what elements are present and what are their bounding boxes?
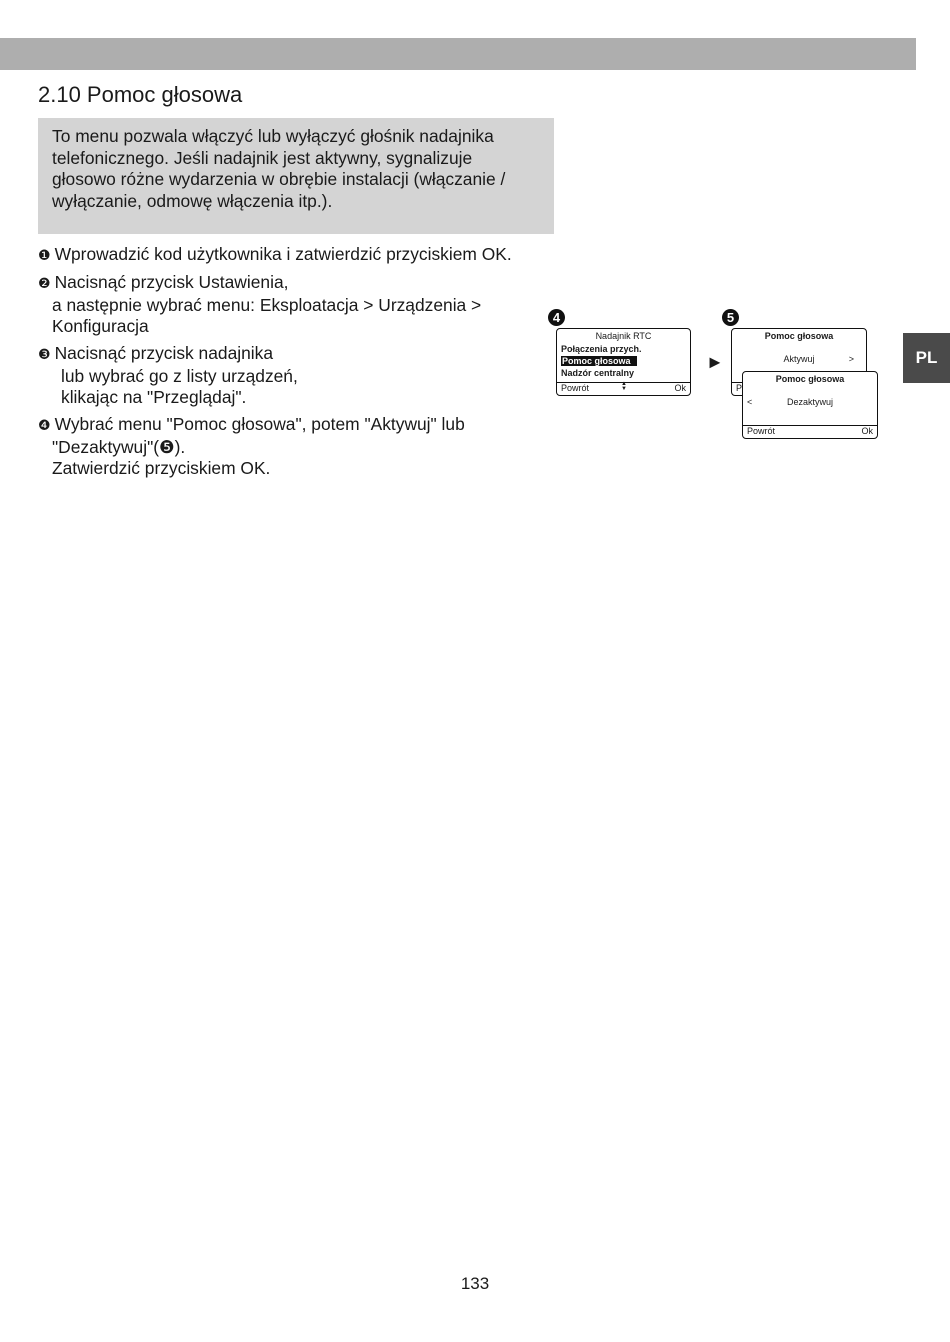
language-tab: PL [903, 333, 950, 383]
intro-box [38, 118, 554, 234]
step-4-badge: 4 [548, 309, 565, 326]
option-activate: Aktywuj [783, 354, 815, 364]
screen-title: Pomoc głosowa [764, 331, 834, 341]
option-deactivate: Dezaktywuj [786, 397, 833, 407]
step-text: a następnie wybrać menu: Eksploatacja > Urządzenia > [52, 294, 482, 315]
step-number: ❷ [38, 275, 51, 291]
previous-option-icon: < [747, 397, 753, 407]
step-2 [38, 272, 481, 338]
scroll-arrows-icon: ▲▼ [621, 381, 627, 392]
device-screen-menu [556, 328, 691, 396]
step-text: lub wybrać go z listy urządzeń, [61, 365, 298, 386]
screen-footer [557, 382, 690, 395]
screen-footer [743, 425, 877, 438]
menu-item-incoming-calls: Połączenia przych. [561, 344, 642, 354]
back-softkey: P [736, 383, 743, 393]
step-text: Wybrać menu "Pomoc głosowa", potem "Aktywuj" lub [54, 414, 465, 434]
step-number: ❶ [38, 247, 51, 263]
intro-line: telefonicznego. Jeśli nadajnik jest aktywny, sygnalizuje [52, 147, 473, 168]
step-text: Nacisnąć przycisk Ustawienia, [54, 272, 289, 292]
menu-item-voice-help-selected: Pomoc głosowa [561, 356, 637, 366]
intro-line: głosowo różne wydarzenia w obrębie instalacji (włączanie / [52, 169, 506, 189]
step-1 [38, 244, 512, 267]
step-text: "Dezaktywuj"(❺). [52, 436, 186, 457]
step-4 [38, 414, 465, 480]
page-number: 133 [460, 1274, 490, 1293]
header-bar [0, 38, 916, 70]
step-number: ❹ [38, 417, 51, 433]
menu-item-central-supervision: Nadzór centralny [561, 368, 635, 378]
step-5-badge: 5 [722, 309, 739, 326]
screen-title: Pomoc głosowa [775, 374, 845, 384]
ok-softkey: Ok [674, 383, 686, 393]
step-text: Zatwierdzić przyciskiem OK. [52, 458, 271, 478]
next-option-icon: > [848, 354, 854, 364]
arrow-right-icon: ► [706, 352, 724, 372]
back-softkey: Powrót [561, 383, 590, 393]
intro-line: wyłączanie, odmowę włączenia itp.). [52, 190, 333, 211]
step-number: ❸ [38, 346, 51, 362]
device-screen-deactivate [742, 371, 878, 439]
step-text: Nacisnąć przycisk nadajnika [54, 343, 274, 363]
step-text: Wprowadzić kod użytkownika i zatwierdzić przyciskiem OK. [54, 244, 512, 264]
intro-line: To menu pozwala włączyć lub wyłączyć głośnik nadajnika [52, 126, 494, 146]
back-softkey: Powrót [747, 426, 776, 436]
step-3 [38, 343, 298, 409]
section-title: 2.10 Pomoc głosowa [38, 82, 243, 107]
screen-title: Nadajnik RTC [595, 331, 652, 341]
step-text: klikając na "Przeglądaj". [61, 387, 247, 407]
step-text: Konfiguracja [52, 316, 149, 336]
ok-softkey: Ok [861, 426, 873, 436]
